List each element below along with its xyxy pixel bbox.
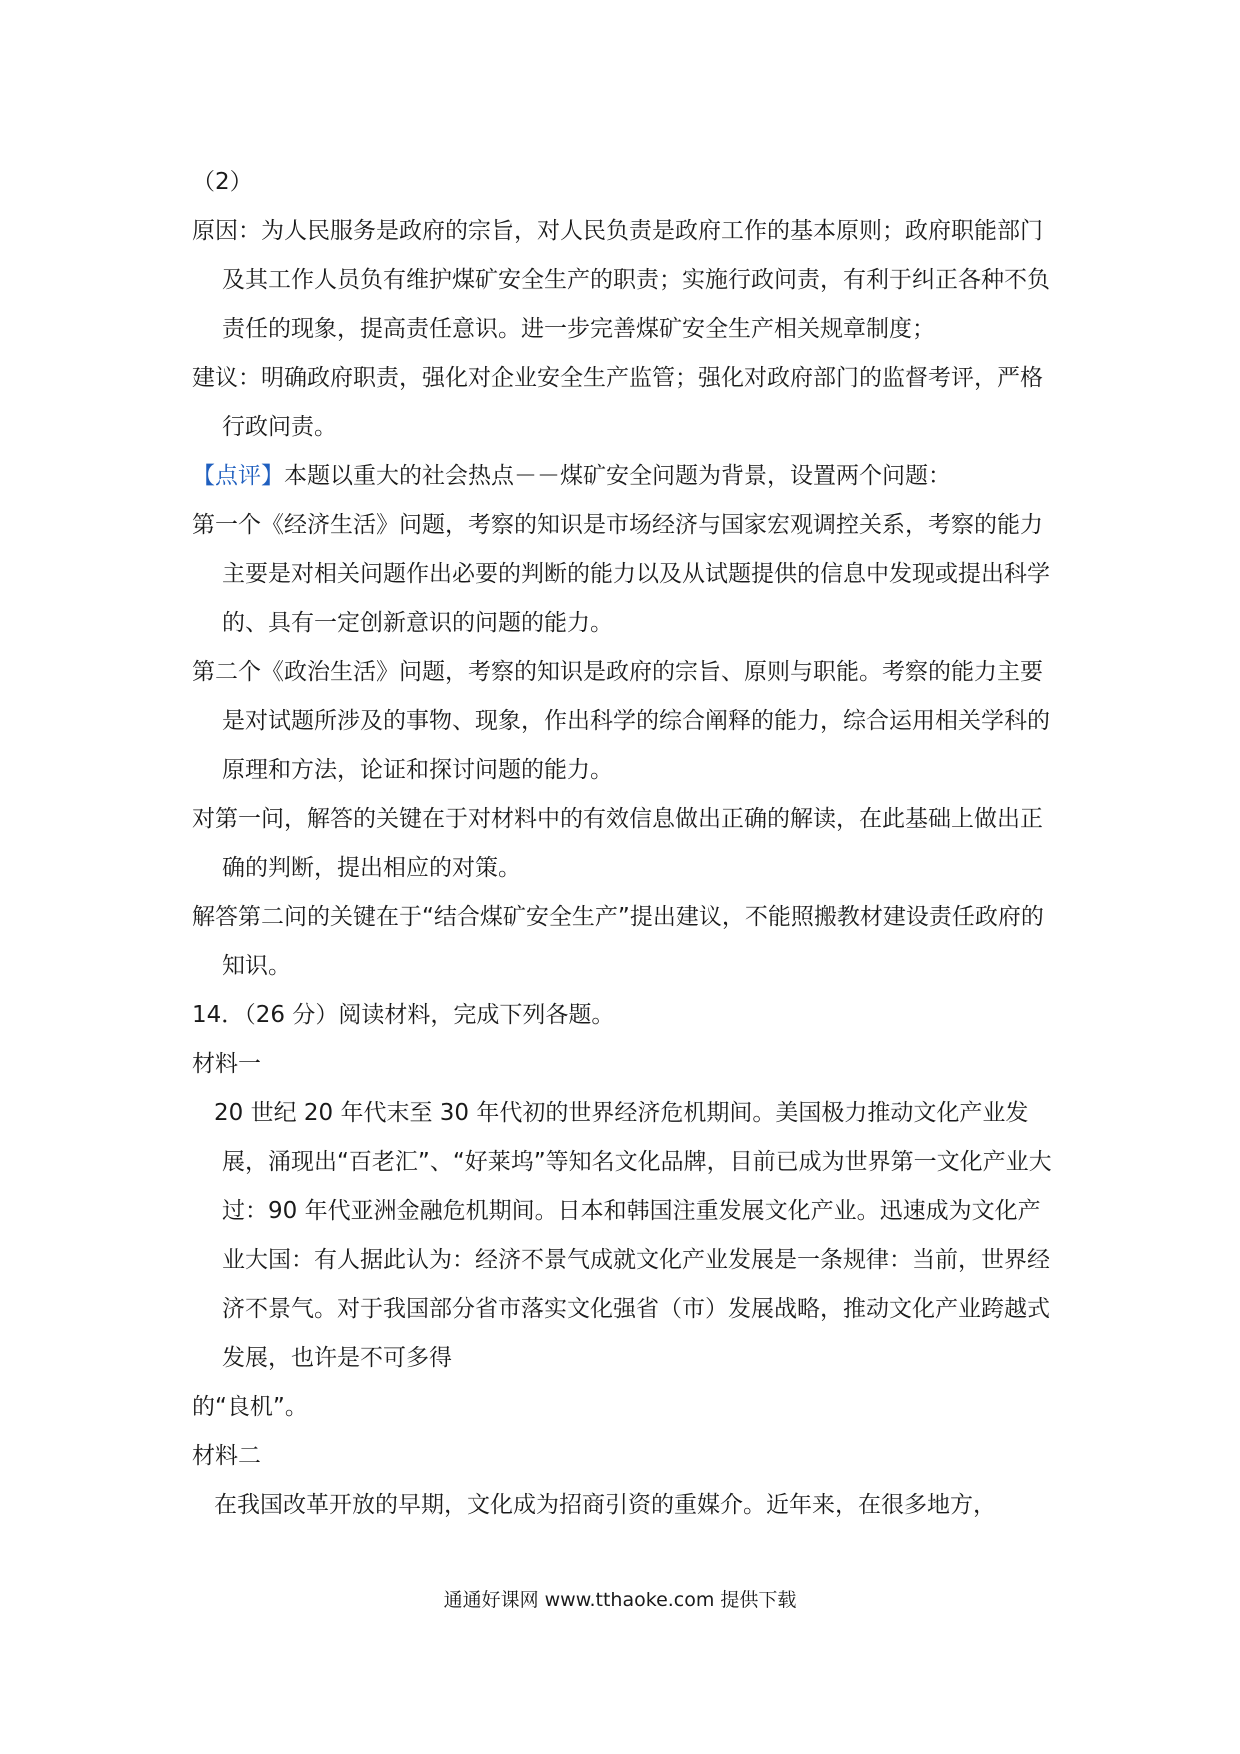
comment-paragraph: 解答第二问的关键在于“结合煤矿安全生产”提出建议，不能照搬教材建设责任政府的知识。 [192,904,1044,979]
question-14-heading: 14．（26 分）阅读材料，完成下列各题。 [192,1002,615,1028]
page-footer: 通通好课网 www.tthaoke.com 提供下载 [443,1589,797,1611]
comment-paragraph: 第二个《政治生活》问题，考察的知识是政府的宗旨、原则与职能。考察的能力主要是对试题所涉及的事物、现象，作出科学的综合阐释的能力，综合运用相关学科的原理和方法，论证和探讨问题的能力。 [192,659,1050,783]
suggestion-text: 明确政府职责，强化对企业安全生产监管；强化对政府部门的监督考评，严格行政问责。 [222,365,1043,440]
comment-paragraph: 对第一问，解答的关键在于对材料中的有效信息做出正确的解读，在此基础上做出正确的判断，提出相应的对策。 [192,806,1043,881]
sub-question-label: （2） [192,169,253,195]
comment-tag: 【点评】 [192,463,284,489]
material-2-label: 材料二 [192,1443,261,1469]
suggestion-paragraph [192,354,1062,452]
reason-text: 为人民服务是政府的宗旨，对人民负责是政府工作的基本原则；政府职能部门及其工作人员负有维护煤矿安全生产的职责；实施行政问责，有利于纠正各种不负责任的现象，提高责任意识。进一步完善煤矿安全生产相关规章制度； [222,218,1050,342]
document-body [192,158,1062,1530]
material-1-text [192,1089,1062,1383]
material-2-text: 在我国改革开放的早期，文化成为招商引资的重媒介。近年来，在很多地方， [214,1492,996,1518]
comment-heading [192,452,1062,501]
comment-intro: 本题以重大的社会热点－－煤矿安全问题为背景，设置两个问题： [284,463,951,489]
material-1-tail: 的“良机”。 [192,1394,308,1420]
material-1-body: 20 世纪 20 年代末至 30 年代初的世界经济危机期间。美国极力推动文化产业发展，涌现出“百老汇”、“好莱坞”等知名文化品牌，目前已成为世界第一文化产业大过：90 年代亚洲金融危机期间。日本和韩国注重发展文化产业。迅速成为文化产业大国：有人据此认为：经济不景气成就文化产业发展是一条规律：当前，世界经济不景气。对于我国部分省市落实文化强省（市）发展战略，推动文化产业跨越式发展，也许是不可多得 [214,1100,1052,1371]
reason-paragraph [192,207,1062,354]
comment-paragraph: 第一个《经济生活》问题，考察的知识是市场经济与国家宏观调控关系，考察的能力主要是对相关问题作出必要的判断的能力以及从试题提供的信息中发现或提出科学的、具有一定创新意识的问题的能力。 [192,512,1050,636]
suggestion-label: 建议： [192,365,261,391]
reason-label: 原因： [192,218,261,244]
material-1-label: 材料一 [192,1051,261,1077]
